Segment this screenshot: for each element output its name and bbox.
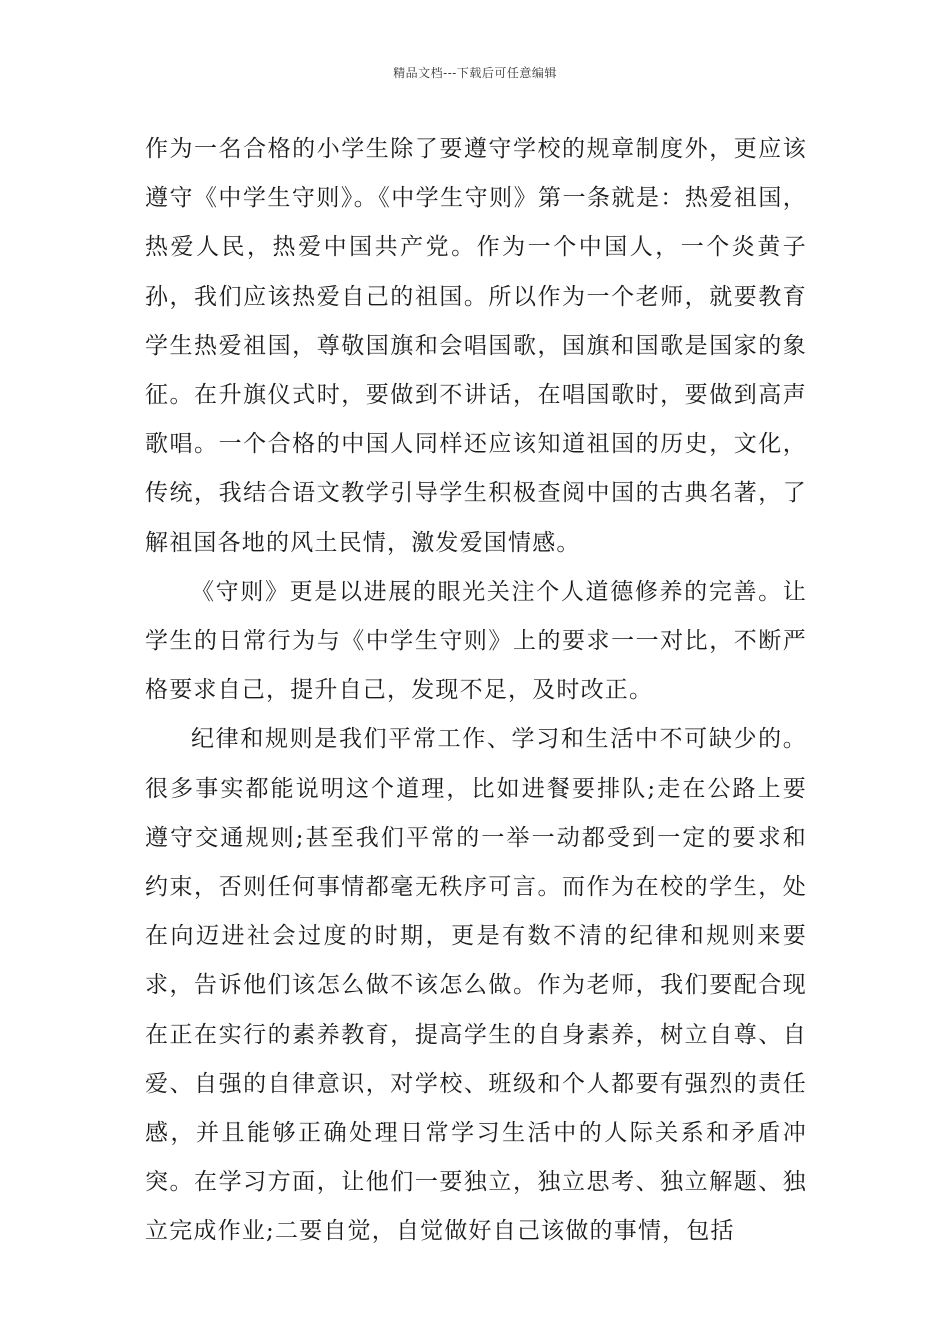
paragraph-1: 作为一名合格的小学生除了要遵守学校的规章制度外，更应该遵守《中学生守则》。《中学生守则》第一条就是：热爱祖国，热爱人民，热爱中国共产党。作为一个中国人，一个炎黄子孙，我们应该热爱自己的祖国。所以作为一个老师，就要教育学生热爱祖国，尊敬国旗和会唱国歌，国旗和国歌是国家的象征。在升旗仪式时，要做到不讲话，在唱国歌时，要做到高声歌唱。一个合格的中国人同样还应该知道祖国的历史，文化，传统，我结合语文教学引导学生积极查阅中国的古典名著，了解祖国各地的风土民情，激发爱国情感。 (145, 136, 807, 556)
page-header: 精品文档---下载后可任意编辑 (393, 66, 557, 80)
document-body (145, 125, 807, 1257)
paragraph-3: 纪律和规则是我们平常工作、学习和生活中不可缺少的。很多事实都能说明这个道理，比如进餐要排队;走在公路上要遵守交通规则;甚至我们平常的一举一动都受到一定的要求和约束，否则任何事情都毫无秩序可言。而作为在校的学生，处在向迈进社会过度的时期，更是有数不清的纪律和规则来要求，告诉他们该怎么做不该怎么做。作为老师，我们要配合现在正在实行的素养教育，提高学生的自身素养，树立自尊、自爱、自强的自律意识，对学校、班级和个人都要有强烈的责任感，并且能够正确处理日常学习生活中的人际关系和矛盾冲突。在学习方面，让他们一要独立，独立思考、独立解题、独立完成作业;二要自觉，自觉做好自己该做的事情，包括 (145, 726, 807, 1245)
paragraph-2: 《守则》更是以进展的眼光关注个人道德修养的完善。让学生的日常行为与《中学生守则》上的要求一一对比，不断严格要求自己，提升自己，发现不足，及时改正。 (145, 578, 807, 704)
